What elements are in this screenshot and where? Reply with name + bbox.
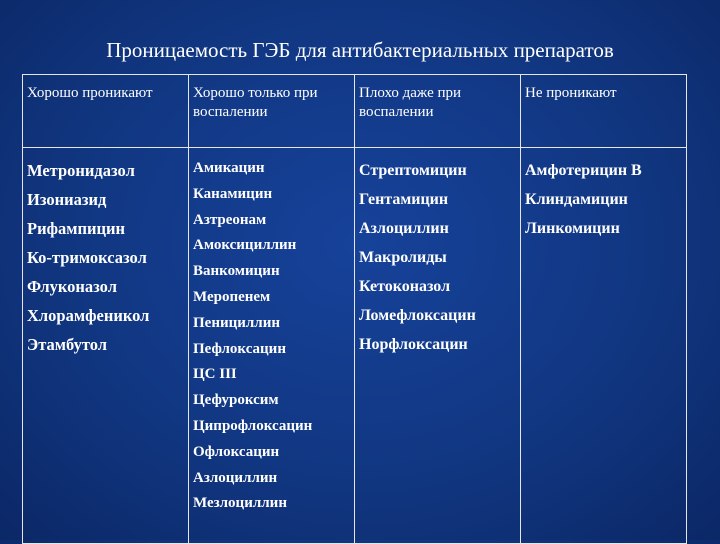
list-item: Цефуроксим <box>193 392 279 409</box>
list-item: Канамицин <box>193 185 273 202</box>
column-good <box>23 148 189 544</box>
list-item: ЦС III <box>193 366 237 383</box>
list-item: Пефлоксацин <box>193 340 286 357</box>
column-none <box>521 148 687 544</box>
list-item: Линкомицин <box>525 220 620 237</box>
list-item: Ко-тримоксазол <box>27 248 147 267</box>
list-item: Ломефлоксацин <box>359 307 476 324</box>
list-item: Рифампицин <box>27 219 126 238</box>
list-item: Амоксициллин <box>193 237 297 254</box>
header-cell-none <box>521 75 687 148</box>
list-item: Макролиды <box>359 249 447 266</box>
permeability-table <box>22 74 687 544</box>
header-label: Хорошо проникают <box>27 85 153 101</box>
list-item: Ципрофлоксацин <box>193 417 313 434</box>
list-item: Норфлоксацин <box>359 336 468 353</box>
list-item: Метронидазол <box>27 161 135 180</box>
drug-list <box>525 148 686 243</box>
list-item: Кетоконазол <box>359 278 451 295</box>
list-item: Офлоксацин <box>193 443 280 460</box>
slide-title: Проницаемость ГЭБ для антибактериальных препаратов <box>106 38 614 62</box>
header-label: Не проникают <box>525 85 617 101</box>
header-label: Хорошо только при воспалении <box>193 85 318 120</box>
drug-list <box>27 148 188 359</box>
list-item: Азлоциллин <box>359 220 449 237</box>
list-item: Азтреонам <box>193 211 267 228</box>
list-item: Мезлоциллин <box>193 495 287 512</box>
header-cell-poor <box>355 75 521 148</box>
list-item: Флуконазол <box>27 277 117 296</box>
column-poor <box>355 148 521 544</box>
list-item: Ванкомицин <box>193 263 280 280</box>
list-item: Меропенем <box>193 288 271 305</box>
drug-list <box>193 148 354 517</box>
list-item: Этамбутол <box>27 335 108 354</box>
list-item: Клиндамицин <box>525 191 628 208</box>
list-item: Амфотерицин В <box>525 162 642 179</box>
list-item: Стрептомицин <box>359 162 467 179</box>
list-item: Изониазид <box>27 190 107 209</box>
drug-list <box>359 148 520 359</box>
header-cell-good <box>23 75 189 148</box>
header-label: Плохо даже при воспалении <box>359 85 462 120</box>
list-item: Пенициллин <box>193 314 281 331</box>
table-header-row <box>23 75 687 148</box>
column-inflammation <box>189 148 355 544</box>
list-item: Гентамицин <box>359 191 449 208</box>
header-cell-inflammation <box>189 75 355 148</box>
list-item: Амикацин <box>193 160 265 176</box>
list-item: Хлорамфеникол <box>27 306 150 325</box>
table-body-row <box>23 148 687 544</box>
list-item: Азлоциллин <box>193 469 278 486</box>
